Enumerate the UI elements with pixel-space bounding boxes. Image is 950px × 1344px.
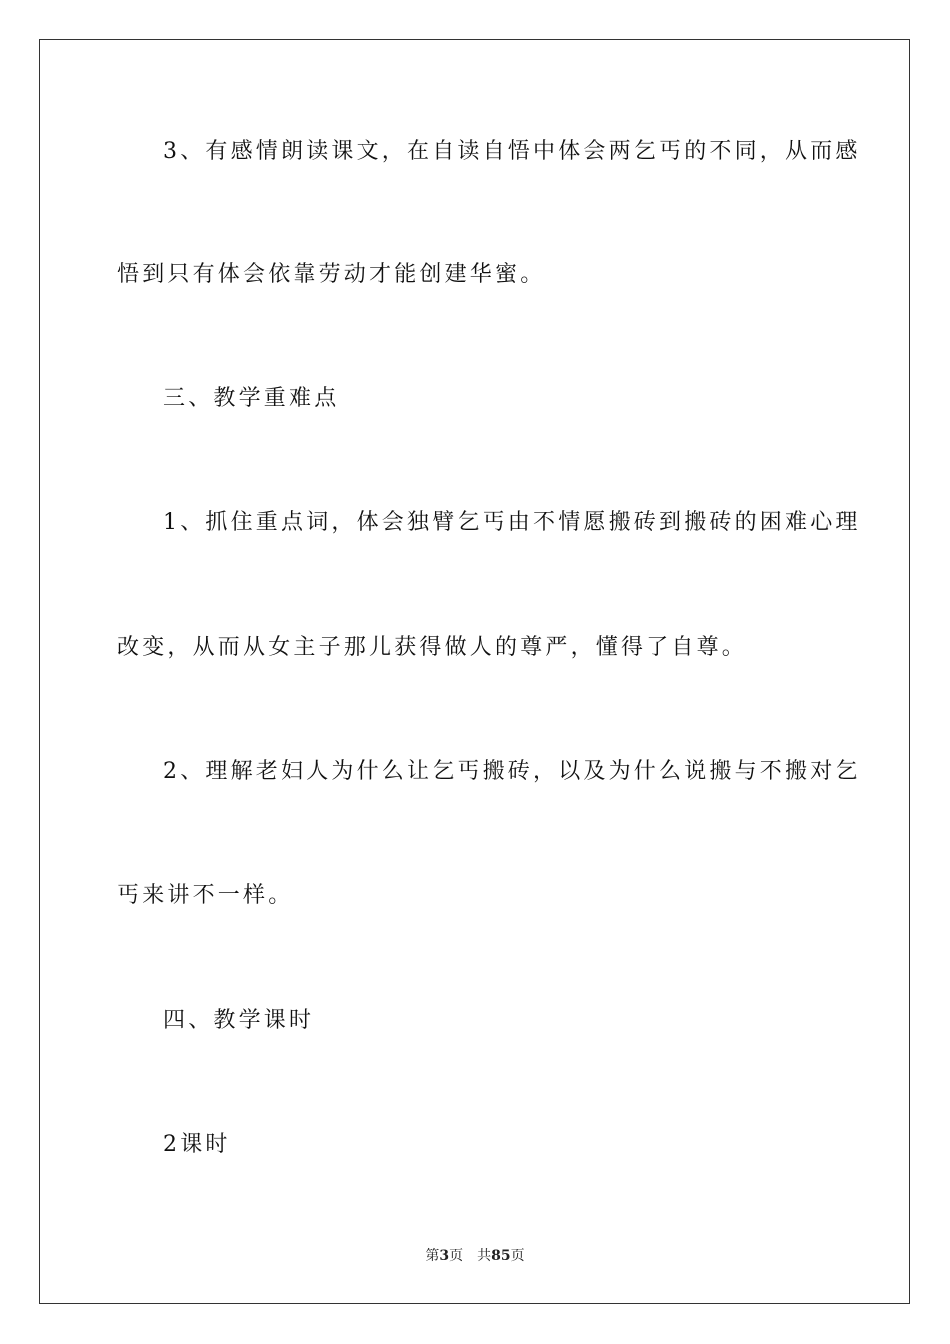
footer-page-number: 3: [439, 1248, 450, 1264]
footer-total-pages: 85: [491, 1248, 511, 1264]
page-footer: [0, 1246, 950, 1266]
paragraph-key-point-1-line-1: 1、抓住重点词，体会独臂乞丐由不情愿搬砖到搬砖的困难心理: [163, 510, 861, 535]
section-heading-key-points: 三、教学重难点: [163, 386, 340, 411]
section-heading-class-hours: 四、教学课时: [163, 1008, 315, 1033]
paragraph-class-hours-value: 2课时: [163, 1132, 231, 1157]
footer-page-prefix: 第: [425, 1248, 440, 1264]
paragraph-objective-3-line-1: 3、有感情朗读课文，在自读自悟中体会两乞丐的不同，从而感: [163, 139, 861, 164]
paragraph-key-point-2-line-1: 2、理解老妇人为什么让乞丐搬砖，以及为什么说搬与不搬对乞: [163, 759, 861, 784]
footer-total-suffix: 页: [510, 1248, 525, 1264]
footer-page-suffix: 页: [449, 1248, 464, 1264]
paragraph-objective-3-line-2: 悟到只有体会依靠劳动才能创建华蜜。: [117, 262, 546, 287]
paragraph-key-point-2-line-2: 丐来讲不一样。: [117, 883, 294, 908]
paragraph-key-point-1-line-2: 改变，从而从女主子那儿获得做人的尊严，懂得了自尊。: [117, 635, 748, 660]
footer-total-prefix: 共: [477, 1248, 492, 1264]
page-border: [39, 39, 910, 1304]
